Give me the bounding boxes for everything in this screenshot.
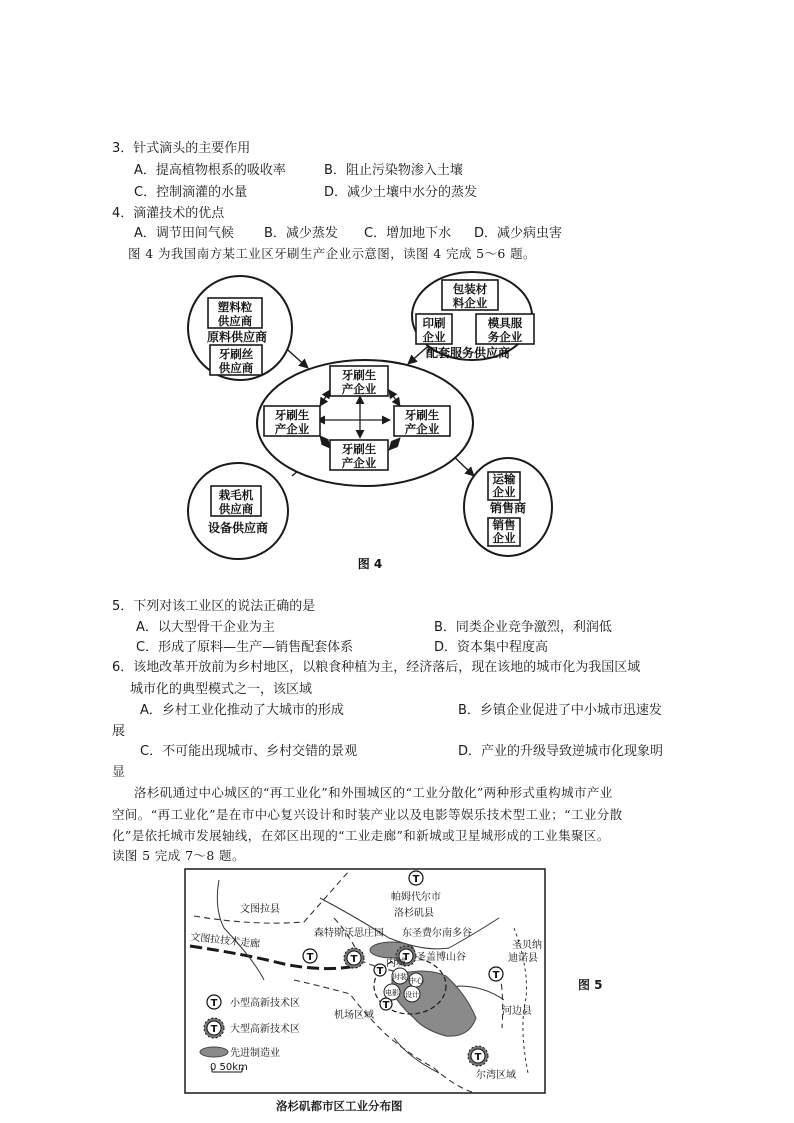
q6-stem-line-2: 城市化的典型模式之一，该区域	[130, 682, 313, 697]
q4-option-c: C．增加地下水	[364, 226, 452, 241]
q6-option-b: B．乡镇企业促进了中小城市迅速发	[458, 703, 662, 718]
la-county-label: 洛杉矶县	[394, 908, 434, 919]
producer-left-text-2: 产企业	[274, 422, 310, 436]
producer-right-text-1: 牙刷生	[404, 408, 440, 422]
bristle-supplier-text-1: 牙刷丝	[218, 347, 254, 361]
q5-option-b: B．同类企业竞争激烈，利润低	[434, 620, 612, 635]
figure-5-intro-3: 化”是依托城市发展轴线，在郊区出现的“工业走廊”和新城或卫星城形成的工业集聚区。	[112, 828, 610, 843]
q5-option-a: A．以大型骨干企业为主	[136, 620, 275, 635]
q3-option-a: A．提高植物根系的吸收率	[134, 163, 286, 178]
san-fernando-label: 东圣费尔南多谷	[402, 928, 472, 939]
packaging-text-2: 料企业	[452, 296, 488, 310]
svg-text:T: T	[412, 874, 420, 885]
svg-text:T: T	[350, 954, 358, 965]
transport-text-2: 企业	[492, 485, 516, 499]
downtown-label: 内城	[386, 958, 406, 969]
fashion-label: 时装	[393, 973, 407, 981]
q6-options-2	[140, 743, 663, 761]
packaging-text-1: 包装材	[452, 282, 488, 296]
sales-label: 销售商	[489, 501, 527, 515]
q6-option-b-cont: 展	[112, 724, 126, 739]
palmdale-label: 帕姆代尔市	[391, 892, 441, 903]
small-tech-zone-east	[489, 967, 503, 981]
producer-right-text-2: 产企业	[404, 422, 440, 436]
ventura-corridor-label: 文图拉技术走廊	[189, 932, 261, 951]
q5-option-d: D．资本集中程度高	[434, 640, 549, 655]
design-label: 设计	[405, 991, 419, 999]
tufting-machine-text-1: 栽毛机	[218, 488, 254, 502]
producer-left-text-1: 牙刷生	[274, 408, 310, 422]
large-tech-zone-irvine	[468, 1046, 488, 1066]
plastic-supplier-text-1: 塑料粒	[217, 300, 253, 314]
sales-company-text-2: 企业	[492, 531, 516, 545]
irvine-area-label: 尔湾区域	[476, 1070, 516, 1081]
legend-large-tech: 大型高新技术区	[230, 1024, 300, 1035]
svg-text:T: T	[474, 1052, 482, 1063]
producer-bottom-text-1: 牙刷生	[341, 442, 377, 456]
small-tech-zone-inner	[374, 964, 386, 977]
small-tech-zone-palmdale	[409, 871, 423, 885]
svg-text:T: T	[210, 998, 218, 1009]
small-tech-zone-corridor	[303, 949, 317, 963]
q3-option-d: D．减少土壤中水分的蒸发	[324, 185, 478, 200]
figure-4-caption: 图 4	[357, 557, 383, 571]
producer-bottom-text-2: 产企业	[341, 456, 377, 470]
q3-option-c: C．控制滴灌的水量	[134, 185, 248, 200]
san-bernardino-label-2: 迪诺县	[508, 953, 538, 964]
svg-text:T: T	[306, 952, 314, 963]
q3-options-2	[134, 184, 477, 202]
q4-option-b: B．减少蒸发	[264, 226, 338, 241]
small-tech-zone-airport	[380, 998, 392, 1011]
q6-option-d: D．产业的升级导致逆城市化现象明	[458, 744, 664, 759]
figure-5-caption: 洛杉矶都市区工业分布图	[276, 1099, 403, 1113]
q5-option-c: C．形成了原料—生产—销售配套体系	[136, 640, 354, 655]
mold-service-text-1: 模具服	[487, 316, 523, 330]
q4-option-a: A．调节田间气候	[134, 226, 234, 241]
legend-manufacturing: 先进制造业	[230, 1048, 280, 1059]
film-label: 电影	[385, 989, 399, 997]
producer-top-text-2: 产企业	[341, 382, 377, 396]
q3-option-b: B．阻止污染物渗入土壤	[324, 163, 463, 178]
legend-scale: 0 50km	[210, 1062, 248, 1073]
q4-option-d: D．减少病虫害	[474, 226, 563, 241]
svg-text:T: T	[402, 952, 410, 963]
producer-top-text-1: 牙刷生	[341, 368, 377, 382]
figure-5-label: 图 5	[578, 978, 603, 992]
raw-supplier-label: 原料供应商	[206, 330, 268, 344]
support-supplier-label: 配套服务供应商	[425, 346, 511, 360]
q6-option-c: C．不可能出现城市、乡村交错的景观	[140, 744, 358, 759]
tufting-machine-text-2: 供应商	[218, 502, 254, 516]
ventura-county-label: 文图拉县	[240, 904, 280, 915]
svg-text:T: T	[210, 1024, 218, 1035]
q6-stem-line-1: 6．该地改革开放前为乡村地区，以粮食种植为主，经济落后，现在该地的城市化为我国区域	[112, 660, 641, 675]
equipment-supplier-label: 设备供应商	[207, 521, 269, 535]
large-tech-zone-west	[344, 948, 364, 968]
figure-5-intro-1: 洛杉矶通过中心城区的“再工业化”和外围城区的“工业分散化”两种形式重构城市产业	[134, 785, 613, 800]
svg-text:T: T	[376, 966, 384, 977]
riverside-county-label: 河边县	[502, 1006, 532, 1017]
figure-5-intro-2: 空间。“再工业化”是在市中心复兴设计和时装产业以及电影等娱乐技术型工业；“工业分散	[112, 807, 623, 822]
q6-option-d-cont: 显	[112, 765, 126, 780]
q6-options	[140, 702, 662, 720]
transport-text-1: 运输	[492, 472, 516, 486]
svg-text:T: T	[492, 970, 500, 981]
printing-text-2: 企业	[422, 330, 446, 344]
san-bernardino-label-1: 圣贝纳	[512, 940, 542, 951]
figure-4-intro: 图 4 为我国南方某工业区牙刷生产企业示意图，读图 4 完成 5～6 题。	[128, 246, 536, 261]
q5-options	[136, 619, 612, 637]
q6-option-a: A．乡村工业化推动了大城市的形成	[140, 703, 344, 718]
q4-stem: 4．滴灌技术的优点	[112, 206, 225, 221]
forest-estate-label: 森特斯沃思庄园	[314, 928, 384, 939]
mold-service-text-2: 务企业	[487, 330, 523, 344]
q5-options-2	[136, 639, 548, 657]
sales-company-text-1: 销售	[492, 518, 516, 532]
q3-options	[134, 162, 463, 180]
svg-text:T: T	[382, 1000, 390, 1011]
q4-options	[134, 225, 562, 243]
figure-5-map	[184, 868, 548, 1096]
q3-stem: 3．针式滴头的主要作用	[112, 141, 251, 156]
core-label: 中心	[409, 977, 423, 985]
figure-5-intro-4: 读图 5 完成 7～8 题。	[112, 848, 245, 863]
bristle-supplier-text-2: 供应商	[218, 361, 254, 375]
legend-small-tech: 小型高新技术区	[230, 998, 300, 1009]
airport-area-label: 机场区域	[334, 1010, 374, 1021]
figure-4-diagram	[180, 268, 560, 578]
q5-stem: 5．下列对该工业区的说法正确的是	[112, 599, 316, 614]
plastic-supplier-text-2: 供应商	[217, 314, 253, 328]
printing-text-1: 印刷	[422, 316, 446, 330]
san-gabriel-label: 圣盖博山谷	[416, 952, 466, 963]
